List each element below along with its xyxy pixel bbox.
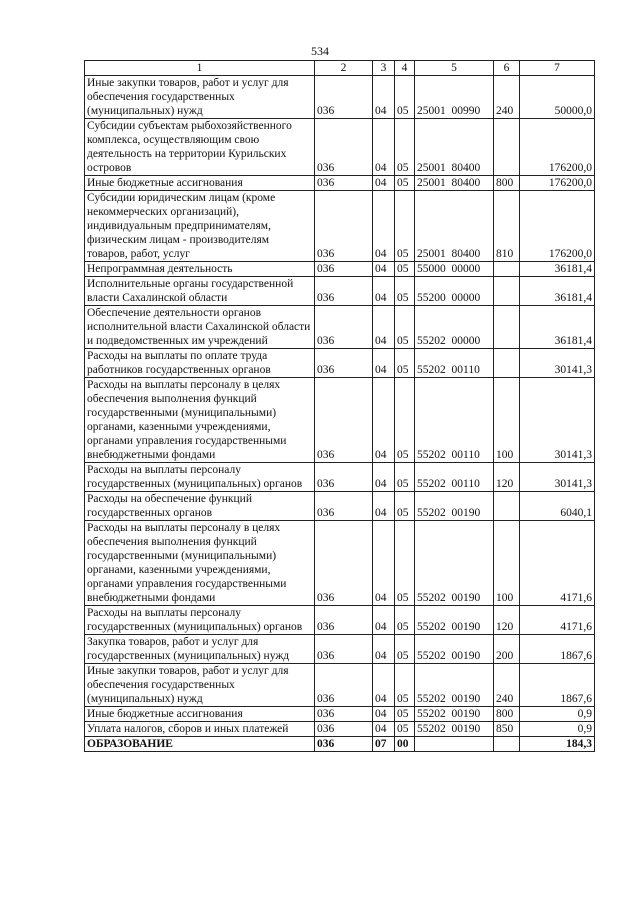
- row-name: Иные закупки товаров, работ и услуг для обеспечения государственных (муниципальных) нужд: [85, 76, 315, 119]
- row-amount: 176200,0: [520, 176, 595, 191]
- row-ministry-code: 036: [315, 664, 373, 707]
- header-row: [85, 61, 595, 76]
- row-subsection: 05: [395, 722, 415, 737]
- row-section: 04: [373, 306, 395, 349]
- row-subsection: 05: [395, 635, 415, 664]
- row-name: Иные бюджетные ассигнования: [85, 707, 315, 722]
- row-subsection: 05: [395, 76, 415, 119]
- table-row: [85, 119, 595, 176]
- row-amount: 6040,1: [520, 492, 595, 521]
- row-target-article: 25001 80400: [415, 119, 494, 176]
- row-name: Непрограммная деятельность: [85, 262, 315, 277]
- table-row: [85, 707, 595, 722]
- row-target-article: 55202 00190: [415, 635, 494, 664]
- row-subsection: 05: [395, 606, 415, 635]
- row-ministry-code: 036: [315, 262, 373, 277]
- row-expense-type: 100: [494, 521, 520, 606]
- row-ministry-code: 036: [315, 76, 373, 119]
- row-name: Расходы на выплаты персоналу государственных (муниципальных) органов: [85, 463, 315, 492]
- table-row: [85, 306, 595, 349]
- table-row: [85, 463, 595, 492]
- row-amount: 30141,3: [520, 463, 595, 492]
- row-ministry-code: 036: [315, 606, 373, 635]
- row-subsection: 05: [395, 191, 415, 262]
- header-col-4: 4: [395, 61, 415, 76]
- row-ministry-code: 036: [315, 722, 373, 737]
- row-amount: 4171,6: [520, 521, 595, 606]
- row-name: Закупка товаров, работ и услуг для государственных (муниципальных) нужд: [85, 635, 315, 664]
- row-expense-type: [494, 262, 520, 277]
- row-target-article: 55200 00000: [415, 277, 494, 306]
- table-row: [85, 277, 595, 306]
- row-target-article: 55202 00110: [415, 378, 494, 463]
- row-subsection: 05: [395, 463, 415, 492]
- row-ministry-code: 036: [315, 737, 373, 752]
- row-expense-type: 100: [494, 378, 520, 463]
- row-expense-type: [494, 349, 520, 378]
- row-subsection: 05: [395, 119, 415, 176]
- table-row: [85, 664, 595, 707]
- row-amount: 36181,4: [520, 306, 595, 349]
- row-expense-type: 810: [494, 191, 520, 262]
- table-row: [85, 76, 595, 119]
- row-section: 04: [373, 176, 395, 191]
- row-amount: 0,9: [520, 707, 595, 722]
- row-target-article: 55202 00000: [415, 306, 494, 349]
- row-section: 04: [373, 119, 395, 176]
- row-expense-type: [494, 306, 520, 349]
- table-row: [85, 722, 595, 737]
- row-amount: 176200,0: [520, 119, 595, 176]
- table-row: [85, 176, 595, 191]
- row-target-article: 25001 80400: [415, 176, 494, 191]
- row-target-article: 55202 00110: [415, 349, 494, 378]
- row-subsection: 05: [395, 707, 415, 722]
- row-subsection: 05: [395, 349, 415, 378]
- header-col-5: 5: [415, 61, 494, 76]
- table-row: [85, 378, 595, 463]
- row-expense-type: [494, 119, 520, 176]
- row-ministry-code: 036: [315, 378, 373, 463]
- row-name: Субсидии юридическим лицам (кроме некоммерческих организаций), индивидуальным предпринимателям, физическим лицам - производителям товаров, работ, услуг: [85, 191, 315, 262]
- row-section: 04: [373, 722, 395, 737]
- budget-table: [84, 60, 595, 752]
- row-subsection: 05: [395, 277, 415, 306]
- row-amount: 1867,6: [520, 635, 595, 664]
- row-name: Расходы на выплаты персоналу в целях обеспечения выполнения функций государственными (муниципальными) органами, казенными учреждениями, органами управления государственными внебюджетными фондами: [85, 521, 315, 606]
- row-ministry-code: 036: [315, 119, 373, 176]
- row-target-article: 25001 00990: [415, 76, 494, 119]
- row-target-article: [415, 737, 494, 752]
- row-target-article: 25001 80400: [415, 191, 494, 262]
- row-section: 04: [373, 349, 395, 378]
- row-expense-type: 200: [494, 635, 520, 664]
- header-col-7: 7: [520, 61, 595, 76]
- row-section: 04: [373, 262, 395, 277]
- row-ministry-code: 036: [315, 277, 373, 306]
- row-name: Исполнительные органы государственной власти Сахалинской области: [85, 277, 315, 306]
- row-section: 04: [373, 76, 395, 119]
- row-target-article: 55202 00190: [415, 606, 494, 635]
- row-amount: 1867,6: [520, 664, 595, 707]
- row-name: Расходы на обеспечение функций государственных органов: [85, 492, 315, 521]
- row-ministry-code: 036: [315, 492, 373, 521]
- row-expense-type: 120: [494, 606, 520, 635]
- row-ministry-code: 036: [315, 191, 373, 262]
- row-amount: 176200,0: [520, 191, 595, 262]
- row-expense-type: 120: [494, 463, 520, 492]
- header-col-3: 3: [373, 61, 395, 76]
- row-ministry-code: 036: [315, 635, 373, 664]
- row-name: Расходы на выплаты персоналу государственных (муниципальных) органов: [85, 606, 315, 635]
- row-amount: 36181,4: [520, 277, 595, 306]
- row-target-article: 55202 00110: [415, 463, 494, 492]
- row-section: 07: [373, 737, 395, 752]
- table-row: [85, 349, 595, 378]
- row-name: Расходы на выплаты персоналу в целях обеспечения выполнения функций государственными (муниципальными) органами, казенными учреждениями, органами управления государственными внебюджетными фондами: [85, 378, 315, 463]
- row-amount: 36181,4: [520, 262, 595, 277]
- row-section: 04: [373, 606, 395, 635]
- row-expense-type: [494, 277, 520, 306]
- header-col-6: 6: [494, 61, 520, 76]
- row-section: 04: [373, 492, 395, 521]
- table-row: [85, 635, 595, 664]
- row-name: Иные бюджетные ассигнования: [85, 176, 315, 191]
- table-row: [85, 737, 595, 752]
- row-section: 04: [373, 664, 395, 707]
- header-col-2: 2: [315, 61, 373, 76]
- page-number: 534: [311, 44, 329, 58]
- row-ministry-code: 036: [315, 707, 373, 722]
- row-section: 04: [373, 277, 395, 306]
- row-target-article: 55202 00190: [415, 664, 494, 707]
- row-expense-type: 240: [494, 76, 520, 119]
- row-section: 04: [373, 191, 395, 262]
- row-section: 04: [373, 378, 395, 463]
- row-subsection: 05: [395, 262, 415, 277]
- row-expense-type: [494, 737, 520, 752]
- row-name: Иные закупки товаров, работ и услуг для обеспечения государственных (муниципальных) нужд: [85, 664, 315, 707]
- row-subsection: 05: [395, 306, 415, 349]
- row-subsection: 05: [395, 378, 415, 463]
- row-section: 04: [373, 635, 395, 664]
- row-subsection: 05: [395, 176, 415, 191]
- row-section: 04: [373, 521, 395, 606]
- row-ministry-code: 036: [315, 521, 373, 606]
- table-row: [85, 521, 595, 606]
- row-subsection: 00: [395, 737, 415, 752]
- table-row: [85, 492, 595, 521]
- row-ministry-code: 036: [315, 176, 373, 191]
- row-name: ОБРАЗОВАНИЕ: [85, 737, 315, 752]
- row-section: 04: [373, 707, 395, 722]
- row-target-article: 55202 00190: [415, 722, 494, 737]
- row-name: Уплата налогов, сборов и иных платежей: [85, 722, 315, 737]
- row-expense-type: 800: [494, 176, 520, 191]
- table-row: [85, 606, 595, 635]
- row-amount: 30141,3: [520, 378, 595, 463]
- row-name: Обеспечение деятельности органов исполнительной власти Сахалинской области и подведомственных им учреждений: [85, 306, 315, 349]
- row-subsection: 05: [395, 664, 415, 707]
- row-amount: 0,9: [520, 722, 595, 737]
- row-expense-type: [494, 492, 520, 521]
- row-target-article: 55202 00190: [415, 707, 494, 722]
- row-section: 04: [373, 463, 395, 492]
- header-col-1: 1: [85, 61, 315, 76]
- row-amount: 50000,0: [520, 76, 595, 119]
- row-target-article: 55000 00000: [415, 262, 494, 277]
- row-subsection: 05: [395, 492, 415, 521]
- row-ministry-code: 036: [315, 463, 373, 492]
- row-ministry-code: 036: [315, 349, 373, 378]
- row-ministry-code: 036: [315, 306, 373, 349]
- table-row: [85, 262, 595, 277]
- row-subsection: 05: [395, 521, 415, 606]
- row-expense-type: 800: [494, 707, 520, 722]
- row-name: Субсидии субъектам рыбохозяйственного комплекса, осуществляющим свою деятельность на территории Курильских островов: [85, 119, 315, 176]
- row-target-article: 55202 00190: [415, 521, 494, 606]
- row-name: Расходы на выплаты по оплате труда работников государственных органов: [85, 349, 315, 378]
- row-amount: 4171,6: [520, 606, 595, 635]
- row-expense-type: 850: [494, 722, 520, 737]
- row-amount: 30141,3: [520, 349, 595, 378]
- row-expense-type: 240: [494, 664, 520, 707]
- table-row: [85, 191, 595, 262]
- row-target-article: 55202 00190: [415, 492, 494, 521]
- row-amount: 184,3: [520, 737, 595, 752]
